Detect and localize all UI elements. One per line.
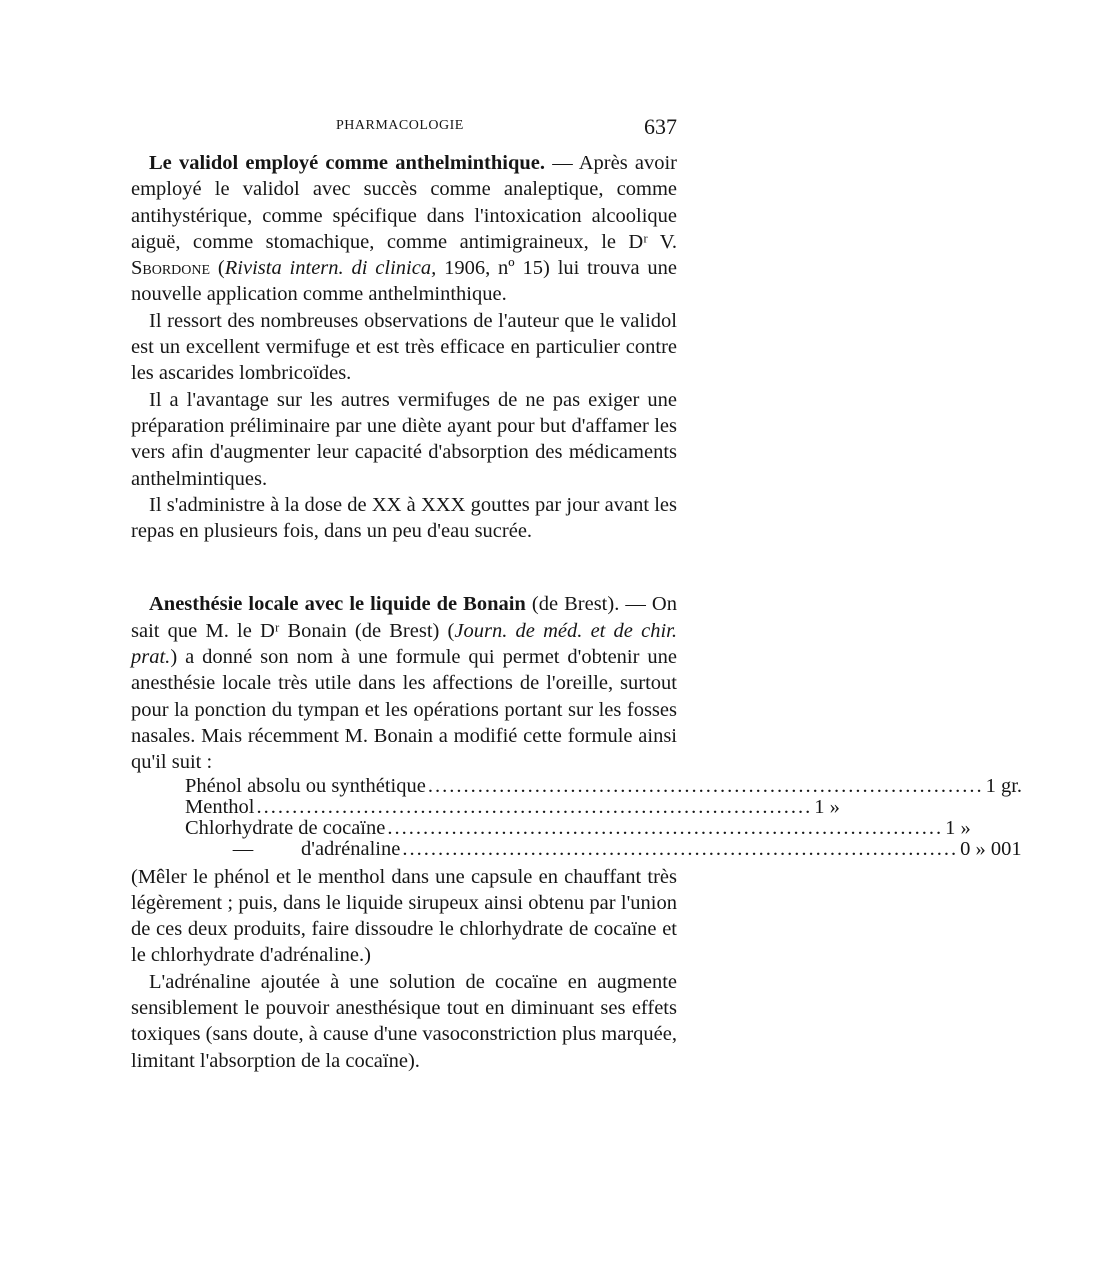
dot-leader: .............................................................................. <box>256 795 813 818</box>
text-run: 1906, nº 15) lui trouva une nouvelle application comme anthelminthique. <box>131 257 678 306</box>
article-bonain <box>131 591 1023 1073</box>
text-run: — Après avoir employé le validol avec succès comme analeptique, comme antihystérique, comme spécifique dans l'intoxication alcoolique aiguë, comme stomachique, comme antimigraineux, le Dʳ V. <box>131 152 678 253</box>
text-run: (de Brest). — On sait que M. le Dʳ Bonain (de Brest) ( <box>131 593 677 642</box>
article-bonain-paragraph-2: (Mêler le phénol et le menthol dans une capsule en chauffant très légèrement ; puis, dans le liquide sirupeux ainsi obtenu par l'union de ces deux produits, faire dissoudre le chlorhydrate de cocaïne et le chlorhydrate d'adrénaline.) <box>131 865 677 967</box>
journal-reference: Rivista intern. di clinica, <box>224 257 437 280</box>
ingredient-quantity: 1 » <box>814 795 840 818</box>
ingredient-name <box>185 839 400 860</box>
article-bonain-paragraph-3: L'adrénaline ajoutée à une solution de cocaïne en augmente sensiblement le pouvoir anesthésique tout en diminuant ses effets toxiques (sans doute, à cause d'une vasoconstriction plus marquée, limitant l'absorption de la cocaïne). <box>131 970 677 1072</box>
running-title: PHARMACOLOGIE <box>336 118 464 133</box>
article-validol-paragraph-3: Il a l'avantage sur les autres vermifuges de ne pas exiger une préparation préliminaire par une diète ayant pour but d'affamer les vers afin d'augmenter leur capacité d'absorption des médicaments anthelmintiques. <box>131 388 677 490</box>
ingredient-name: Chlorhydrate de cocaïne <box>185 816 386 839</box>
ingredient-quantity: 1 » <box>945 816 971 839</box>
dot-leader: .............................................................................. <box>427 774 984 797</box>
ingredient-name: Phénol absolu ou synthétique <box>185 774 426 797</box>
ingredient-name: Menthol <box>185 795 255 818</box>
running-head <box>131 116 677 140</box>
article-bonain-paragraph-1 <box>131 591 677 775</box>
dot-leader: .............................................................................. <box>387 816 944 839</box>
dot-leader: .............................................................................. <box>402 837 959 860</box>
article-validol-paragraph-4: Il s'administre à la dose de XX à XXX gouttes par jour avant les repas en plusieurs fois, dans un peu d'eau sucrée. <box>131 493 677 543</box>
journal-reference: Journ. de méd. et de chir. prat. <box>131 619 677 669</box>
article-bonain-title: Anesthésie locale avec le liquide de Bonain <box>149 593 526 616</box>
article-validol <box>131 150 677 544</box>
article-validol-paragraph-2: Il ressort des nombreuses observations de l'auteur que le validol est un excellent vermifuge et est très efficace en particulier contre les ascarides lombricoïdes. <box>131 309 677 385</box>
text-run: ( <box>210 257 225 280</box>
ingredient-quantity: 0 » 001 <box>960 837 1022 860</box>
body-text <box>131 150 1023 1074</box>
formula-table <box>185 774 1023 860</box>
author-name: Sbordone <box>131 257 211 280</box>
article-validol-title: Le validol employé comme anthelminthique. <box>149 152 546 174</box>
text-run: ) a donné son nom à une formule qui permet d'obtenir une anesthésie locale très utile dans les affections de l'oreille, surtout pour la ponction du tympan et les opérations portant sur les fosses nasales. Mais récemment M. Bonain a modifié cette formule ainsi qu'il suit : <box>131 646 677 774</box>
formula-row <box>185 816 971 839</box>
article-validol-paragraph-1 <box>131 150 677 308</box>
formula-row <box>185 795 840 818</box>
formula-row <box>185 774 1023 797</box>
ingredient-quantity: 1 gr. <box>985 774 1023 797</box>
ditto-dash: — <box>232 837 254 860</box>
ingredient-name-text: d'adrénaline <box>301 837 401 860</box>
page-number: 637 <box>644 114 677 139</box>
formula-row <box>185 837 1022 860</box>
